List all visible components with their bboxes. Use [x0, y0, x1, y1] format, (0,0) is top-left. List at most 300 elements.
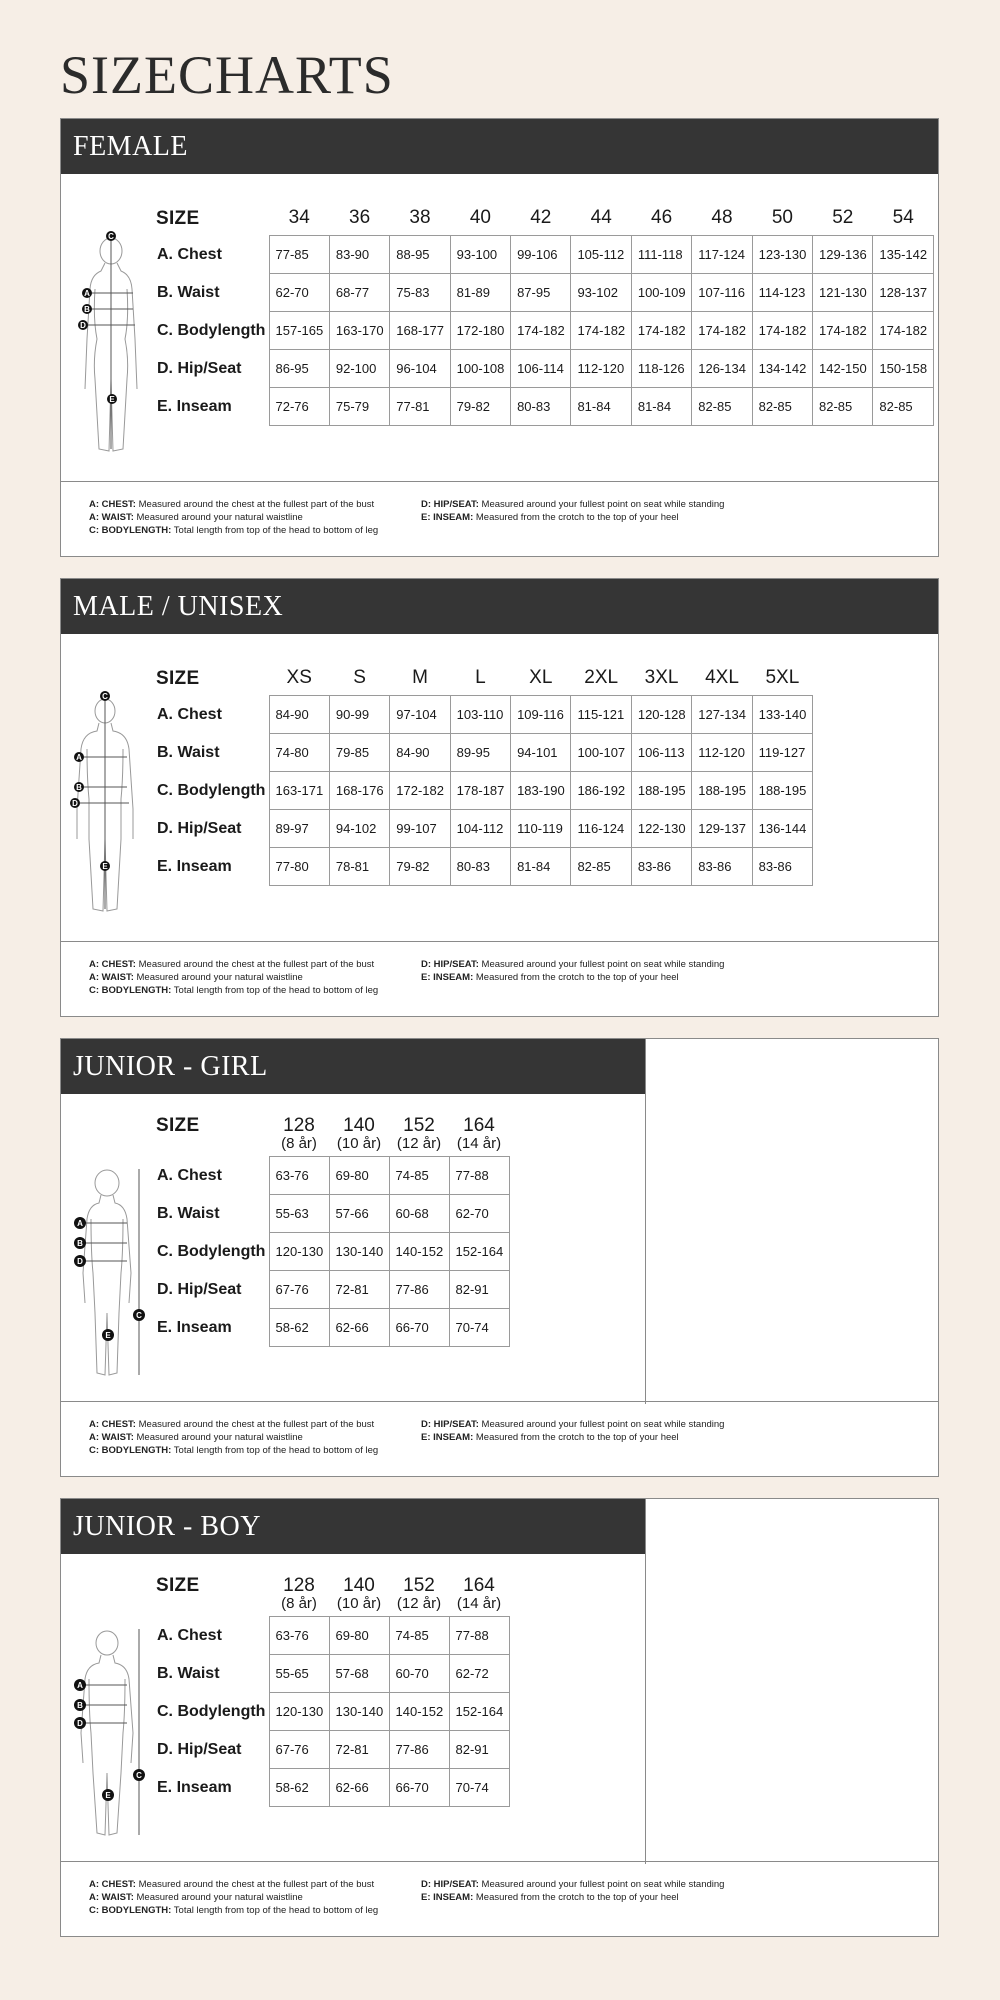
male-unisex-size-section — [60, 578, 939, 1017]
note-key: D: HIP/SEAT: — [421, 959, 479, 970]
marker-e: E — [105, 1791, 111, 1800]
table-cell: 130-140 — [329, 1693, 389, 1731]
table-cell: 77-86 — [389, 1731, 449, 1769]
table-cell: 172-182 — [390, 772, 450, 810]
table-cell: 79-82 — [390, 848, 450, 886]
note-key: A: WAIST: — [89, 1892, 134, 1903]
note-text: Measured around your natural waistline — [136, 972, 303, 983]
table-cell: 58-62 — [269, 1769, 329, 1807]
marker-e: E — [109, 395, 115, 404]
table-cell: 69-80 — [329, 1617, 389, 1655]
marker-e: E — [102, 862, 108, 871]
table-cell: 120-128 — [631, 696, 691, 734]
note-text: Measured around the chest at the fullest part of the bust — [138, 959, 375, 970]
table-cell: 72-76 — [269, 388, 329, 426]
note-key: C: BODYLENGTH: — [89, 525, 172, 536]
measurement-label: D. Hip/Seat — [154, 810, 269, 848]
size-value: 46 — [651, 207, 673, 228]
table-cell: 174-182 — [813, 312, 873, 350]
note-text: Measured around the chest at the fullest part of the bust — [138, 1879, 375, 1890]
table-cell: 82-85 — [752, 388, 812, 426]
size-value: S — [353, 667, 366, 688]
panel-divider — [645, 1499, 646, 1864]
note-text: Measured around your fullest point on seat while standing — [481, 959, 725, 970]
table-cell: 99-106 — [511, 236, 571, 274]
table-cell: 163-170 — [329, 312, 389, 350]
table-cell: 112-120 — [571, 350, 631, 388]
note-key: E: INSEAM: — [421, 512, 474, 523]
note-key: A: WAIST: — [89, 972, 134, 983]
note-key: C: BODYLENGTH: — [89, 1905, 172, 1916]
table-cell: 84-90 — [269, 696, 329, 734]
size-value: 50 — [771, 207, 793, 228]
table-cell: 111-118 — [631, 236, 691, 274]
marker-a: A — [76, 753, 82, 762]
table-cell: 94-102 — [329, 810, 389, 848]
table-cell: 82-85 — [813, 388, 873, 426]
table-row — [154, 274, 933, 312]
table-row — [154, 1271, 509, 1309]
marker-d: D — [77, 1719, 83, 1728]
note-text: Measured around your natural waistline — [136, 512, 303, 523]
table-cell: 72-81 — [329, 1271, 389, 1309]
note-text: Measured around the chest at the fullest part of the bust — [138, 499, 375, 510]
table-cell: 168-176 — [329, 772, 389, 810]
size-column-header — [389, 1576, 449, 1612]
size-value: 128 — [283, 1115, 315, 1136]
table-row — [154, 1195, 509, 1233]
table-cell: 89-95 — [450, 734, 510, 772]
table-cell: 70-74 — [449, 1769, 509, 1807]
size-age: (14 år) — [456, 1595, 502, 1612]
table-cell: 87-95 — [511, 274, 571, 312]
measurement-label: E. Inseam — [154, 388, 269, 426]
size-age: (12 år) — [396, 1595, 442, 1612]
size-column-header — [813, 208, 873, 228]
table-cell: 62-72 — [449, 1655, 509, 1693]
marker-c: C — [108, 232, 114, 241]
table-cell: 183-190 — [511, 772, 571, 810]
marker-c: C — [136, 1771, 142, 1780]
table-cell: 62-70 — [449, 1195, 509, 1233]
table-cell: 96-104 — [390, 350, 450, 388]
table-cell: 62-66 — [329, 1769, 389, 1807]
note-text: Measured around your fullest point on seat while standing — [481, 499, 725, 510]
size-value: 36 — [349, 207, 371, 228]
size-column-header — [329, 208, 389, 228]
size-table — [154, 1156, 510, 1347]
size-value: 42 — [530, 207, 552, 228]
size-column-header — [269, 668, 329, 688]
size-column-header — [269, 1576, 329, 1612]
measurement-label: C. Bodylength — [154, 772, 269, 810]
table-cell: 77-88 — [449, 1617, 509, 1655]
size-value: 140 — [343, 1575, 375, 1596]
size-value: 3XL — [644, 667, 679, 688]
marker-c: C — [136, 1311, 142, 1320]
note-key: A: CHEST: — [89, 959, 136, 970]
table-cell: 117-124 — [692, 236, 752, 274]
note-key: D: HIP/SEAT: — [421, 1419, 479, 1430]
marker-e: E — [105, 1331, 111, 1340]
size-value: 4XL — [705, 667, 739, 688]
measurement-notes — [61, 1861, 938, 1936]
size-value: 164 — [463, 1575, 495, 1596]
marker-c: C — [102, 692, 108, 701]
size-table — [154, 1616, 510, 1807]
table-row — [154, 1617, 509, 1655]
female-size-section — [60, 118, 939, 557]
table-cell: 83-86 — [692, 848, 752, 886]
size-column-header — [752, 668, 812, 688]
table-cell: 120-130 — [269, 1693, 329, 1731]
table-row — [154, 312, 933, 350]
table-cell: 92-100 — [329, 350, 389, 388]
table-row — [154, 1731, 509, 1769]
table-cell: 178-187 — [450, 772, 510, 810]
size-column-header — [449, 1576, 509, 1612]
table-cell: 60-70 — [389, 1655, 449, 1693]
table-cell: 83-86 — [631, 848, 691, 886]
measurement-label: D. Hip/Seat — [154, 350, 269, 388]
measurement-label: D. Hip/Seat — [154, 1271, 269, 1309]
table-cell: 69-80 — [329, 1157, 389, 1195]
table-cell: 88-95 — [390, 236, 450, 274]
size-age: (8 år) — [281, 1595, 317, 1612]
junior-girl-size-section — [60, 1038, 939, 1477]
table-cell: 58-62 — [269, 1309, 329, 1347]
table-cell: 60-68 — [389, 1195, 449, 1233]
table-cell: 55-63 — [269, 1195, 329, 1233]
measurement-label: C. Bodylength — [154, 1233, 269, 1271]
marker-d: D — [77, 1257, 83, 1266]
table-cell: 57-68 — [329, 1655, 389, 1693]
table-cell: 109-116 — [511, 696, 571, 734]
table-cell: 112-120 — [692, 734, 752, 772]
section-header: JUNIOR - BOY — [61, 1499, 645, 1554]
table-row — [154, 734, 813, 772]
table-cell: 84-90 — [390, 734, 450, 772]
measurement-label: B. Waist — [154, 1195, 269, 1233]
table-cell: 115-121 — [571, 696, 631, 734]
marker-b: B — [76, 783, 82, 792]
measurement-label: A. Chest — [154, 1617, 269, 1655]
marker-d: D — [80, 321, 86, 330]
table-cell: 81-89 — [450, 274, 510, 312]
boy-body-figure-icon — [69, 1623, 159, 1853]
table-cell: 90-99 — [329, 696, 389, 734]
table-cell: 82-85 — [692, 388, 752, 426]
size-age: (10 år) — [336, 1595, 382, 1612]
note-key: A: WAIST: — [89, 1432, 134, 1443]
table-cell: 55-65 — [269, 1655, 329, 1693]
measurement-notes — [61, 481, 938, 556]
table-cell: 94-101 — [511, 734, 571, 772]
size-value: 2XL — [584, 667, 619, 688]
table-cell: 72-81 — [329, 1731, 389, 1769]
note-text: Total length from top of the head to bottom of leg — [173, 525, 379, 536]
size-value: 38 — [409, 207, 431, 228]
size-column-header — [511, 208, 571, 228]
note-key: E: INSEAM: — [421, 1892, 474, 1903]
table-cell: 140-152 — [389, 1233, 449, 1271]
size-column-header — [873, 208, 933, 228]
table-cell: 63-76 — [269, 1157, 329, 1195]
measurement-notes — [61, 941, 938, 1016]
section-header: JUNIOR - GIRL — [61, 1039, 645, 1094]
marker-b: B — [77, 1239, 83, 1248]
size-column-header — [631, 668, 691, 688]
size-age: (10 år) — [336, 1135, 382, 1152]
table-row — [154, 1233, 509, 1271]
note-key: A: CHEST: — [89, 1879, 136, 1890]
table-cell: 79-85 — [329, 734, 389, 772]
table-cell: 106-113 — [631, 734, 691, 772]
table-cell: 79-82 — [450, 388, 510, 426]
table-cell: 67-76 — [269, 1271, 329, 1309]
table-cell: 81-84 — [631, 388, 691, 426]
table-cell: 83-86 — [752, 848, 812, 886]
table-row — [154, 1655, 509, 1693]
marker-b: B — [77, 1701, 83, 1710]
note-key: A: CHEST: — [89, 1419, 136, 1430]
note-text: Measured from the crotch to the top of your heel — [475, 512, 679, 523]
table-cell: 128-137 — [873, 274, 933, 312]
table-cell: 174-182 — [511, 312, 571, 350]
note-text: Total length from top of the head to bottom of leg — [173, 1445, 379, 1456]
table-cell: 75-79 — [329, 388, 389, 426]
size-age: (8 år) — [281, 1135, 317, 1152]
table-cell: 82-85 — [571, 848, 631, 886]
table-row — [154, 1309, 509, 1347]
size-column-header — [692, 668, 752, 688]
size-column-header — [450, 668, 510, 688]
table-cell: 127-134 — [692, 696, 752, 734]
marker-a: A — [77, 1681, 83, 1690]
male-body-figure-icon — [65, 689, 145, 919]
note-key: A: WAIST: — [89, 512, 134, 523]
table-cell: 174-182 — [873, 312, 933, 350]
table-cell: 129-137 — [692, 810, 752, 848]
table-cell: 120-130 — [269, 1233, 329, 1271]
size-column-header — [449, 1116, 509, 1152]
table-cell: 110-119 — [511, 810, 571, 848]
table-cell: 105-112 — [571, 236, 631, 274]
table-cell: 174-182 — [692, 312, 752, 350]
table-cell: 163-171 — [269, 772, 329, 810]
table-cell: 89-97 — [269, 810, 329, 848]
page-title: SIZECHARTS — [60, 45, 394, 105]
table-cell: 118-126 — [631, 350, 691, 388]
table-cell: 121-130 — [813, 274, 873, 312]
table-cell: 133-140 — [752, 696, 812, 734]
size-value: 5XL — [765, 667, 800, 688]
table-cell: 77-80 — [269, 848, 329, 886]
note-text: Measured from the crotch to the top of your heel — [475, 1432, 679, 1443]
size-value: 52 — [832, 207, 854, 228]
table-row — [154, 236, 933, 274]
table-cell: 77-85 — [269, 236, 329, 274]
size-label: SIZE — [156, 668, 200, 689]
junior-boy-size-section — [60, 1498, 939, 1937]
table-cell: 80-83 — [450, 848, 510, 886]
measurement-label: C. Bodylength — [154, 312, 269, 350]
table-cell: 142-150 — [813, 350, 873, 388]
table-cell: 100-109 — [631, 274, 691, 312]
measurement-label: B. Waist — [154, 1655, 269, 1693]
measurement-label: B. Waist — [154, 734, 269, 772]
table-cell: 78-81 — [329, 848, 389, 886]
table-cell: 107-116 — [692, 274, 752, 312]
table-cell: 100-107 — [571, 734, 631, 772]
note-text: Measured around your natural waistline — [136, 1432, 303, 1443]
table-row — [154, 810, 813, 848]
marker-a: A — [84, 289, 90, 298]
table-cell: 93-100 — [450, 236, 510, 274]
section-header: MALE / UNISEX — [61, 579, 938, 634]
measurement-label: E. Inseam — [154, 848, 269, 886]
table-cell: 86-95 — [269, 350, 329, 388]
measurement-label: A. Chest — [154, 1157, 269, 1195]
note-key: D: HIP/SEAT: — [421, 1879, 479, 1890]
table-cell: 66-70 — [389, 1309, 449, 1347]
table-cell: 68-77 — [329, 274, 389, 312]
table-cell: 174-182 — [752, 312, 812, 350]
measurement-label: E. Inseam — [154, 1309, 269, 1347]
size-column-header — [752, 208, 812, 228]
table-row — [154, 388, 933, 426]
table-cell: 74-85 — [389, 1157, 449, 1195]
table-cell: 97-104 — [390, 696, 450, 734]
table-cell: 81-84 — [511, 848, 571, 886]
table-cell: 81-84 — [571, 388, 631, 426]
table-cell: 188-195 — [692, 772, 752, 810]
table-cell: 57-66 — [329, 1195, 389, 1233]
size-label: SIZE — [156, 208, 200, 229]
size-value: 54 — [892, 207, 914, 228]
marker-a: A — [77, 1219, 83, 1228]
table-row — [154, 1769, 509, 1807]
size-value: 128 — [283, 1575, 315, 1596]
table-cell: 140-152 — [389, 1693, 449, 1731]
size-value: XL — [529, 667, 553, 688]
table-cell: 136-144 — [752, 810, 812, 848]
table-cell: 103-110 — [450, 696, 510, 734]
note-text: Measured from the crotch to the top of your heel — [475, 1892, 679, 1903]
measurement-label: D. Hip/Seat — [154, 1731, 269, 1769]
size-column-header — [329, 668, 389, 688]
table-cell: 82-91 — [449, 1731, 509, 1769]
table-cell: 130-140 — [329, 1233, 389, 1271]
panel-divider — [645, 1039, 646, 1404]
marker-d: D — [72, 799, 78, 808]
table-cell: 126-134 — [692, 350, 752, 388]
table-row — [154, 696, 813, 734]
table-cell: 174-182 — [571, 312, 631, 350]
size-column-header — [329, 1576, 389, 1612]
size-column-header — [571, 668, 631, 688]
note-text: Measured around the chest at the fullest part of the bust — [138, 1419, 375, 1430]
table-cell: 74-85 — [389, 1617, 449, 1655]
size-value: 152 — [403, 1115, 435, 1136]
size-column-header — [390, 208, 450, 228]
size-label: SIZE — [156, 1575, 200, 1596]
measurement-label: A. Chest — [154, 236, 269, 274]
table-cell: 80-83 — [511, 388, 571, 426]
note-text: Measured around your natural waistline — [136, 1892, 303, 1903]
table-cell: 66-70 — [389, 1769, 449, 1807]
girl-body-figure-icon — [69, 1163, 159, 1393]
size-column-header — [329, 1116, 389, 1152]
table-cell: 186-192 — [571, 772, 631, 810]
table-cell: 63-76 — [269, 1617, 329, 1655]
measurement-label: C. Bodylength — [154, 1693, 269, 1731]
table-cell: 70-74 — [449, 1309, 509, 1347]
size-value: M — [412, 667, 428, 688]
size-column-header — [571, 208, 631, 228]
note-key: C: BODYLENGTH: — [89, 1445, 172, 1456]
note-key: E: INSEAM: — [421, 1432, 474, 1443]
table-cell: 74-80 — [269, 734, 329, 772]
table-cell: 168-177 — [390, 312, 450, 350]
note-text: Measured around your fullest point on seat while standing — [481, 1419, 725, 1430]
note-key: A: CHEST: — [89, 499, 136, 510]
size-column-header — [692, 208, 752, 228]
female-body-figure-icon — [71, 229, 151, 459]
table-cell: 104-112 — [450, 810, 510, 848]
size-value: 34 — [288, 207, 310, 228]
table-cell: 77-81 — [390, 388, 450, 426]
table-cell: 188-195 — [631, 772, 691, 810]
size-age: (14 år) — [456, 1135, 502, 1152]
size-column-header — [631, 208, 691, 228]
size-value: 40 — [469, 207, 491, 228]
measurement-label: B. Waist — [154, 274, 269, 312]
table-cell: 67-76 — [269, 1731, 329, 1769]
table-cell: 157-165 — [269, 312, 329, 350]
table-cell: 116-124 — [571, 810, 631, 848]
table-cell: 174-182 — [631, 312, 691, 350]
size-age: (12 år) — [396, 1135, 442, 1152]
table-row — [154, 1157, 509, 1195]
note-text: Measured around your fullest point on seat while standing — [481, 1879, 725, 1890]
table-row — [154, 350, 933, 388]
marker-b: B — [84, 305, 90, 314]
table-row — [154, 1693, 509, 1731]
size-column-header — [269, 208, 329, 228]
table-cell: 77-88 — [449, 1157, 509, 1195]
table-cell: 119-127 — [752, 734, 812, 772]
size-value: 164 — [463, 1115, 495, 1136]
table-cell: 77-86 — [389, 1271, 449, 1309]
table-cell: 150-158 — [873, 350, 933, 388]
size-value: 44 — [590, 207, 612, 228]
size-value: 152 — [403, 1575, 435, 1596]
measurement-label: E. Inseam — [154, 1769, 269, 1807]
measurement-label: A. Chest — [154, 696, 269, 734]
table-cell: 106-114 — [511, 350, 571, 388]
table-cell: 62-66 — [329, 1309, 389, 1347]
table-cell: 152-164 — [449, 1693, 509, 1731]
size-column-header — [450, 208, 510, 228]
size-table — [154, 695, 813, 886]
size-column-header — [511, 668, 571, 688]
note-text: Measured from the crotch to the top of your heel — [475, 972, 679, 983]
table-cell: 129-136 — [813, 236, 873, 274]
note-text: Total length from top of the head to bottom of leg — [173, 1905, 379, 1916]
size-value: 140 — [343, 1115, 375, 1136]
size-value: 48 — [711, 207, 733, 228]
